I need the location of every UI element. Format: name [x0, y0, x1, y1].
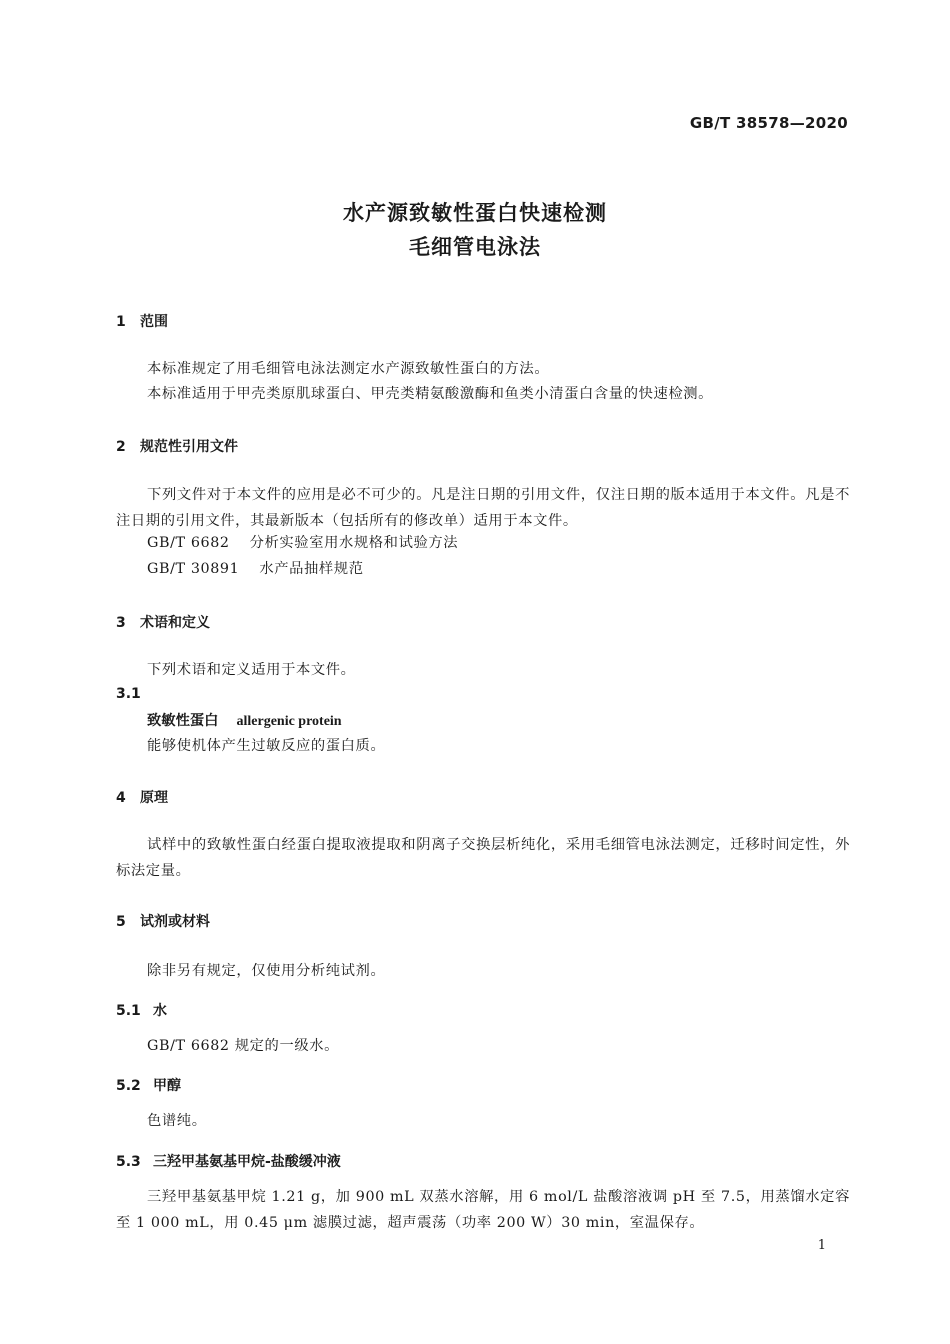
subsection-number: 5.1	[116, 1003, 141, 1019]
subsection-5-1-heading	[116, 1000, 167, 1020]
section-title: 规范性引用文件	[140, 439, 238, 455]
subsection-title: 甲醇	[153, 1078, 181, 1094]
reference-title: 分析实验室用水规格和试验方法	[249, 535, 459, 551]
subsection-5-2-text: 色谱纯。	[147, 1113, 207, 1129]
section-title: 范围	[140, 314, 168, 330]
section-number: 4	[116, 790, 126, 806]
normative-reference-2	[147, 558, 364, 578]
section-number: 1	[116, 314, 126, 330]
section-1-paragraph-1: 本标准规定了用毛细管电泳法测定水产源致敏性蛋白的方法。	[147, 361, 550, 377]
reference-code: GB/T 30891	[147, 561, 240, 577]
section-2-heading	[116, 436, 238, 456]
subsection-title: 三羟甲基氨基甲烷-盐酸缓冲液	[153, 1154, 341, 1170]
section-number: 2	[116, 439, 126, 455]
normative-reference-1	[147, 532, 458, 552]
document-title-line1: 水产源致敏性蛋白快速检测	[343, 201, 607, 225]
term-chinese: 致敏性蛋白	[147, 713, 219, 729]
page-number: 1	[817, 1238, 826, 1253]
section-title: 原理	[140, 790, 168, 806]
term-entry	[147, 710, 342, 730]
section-3-heading	[116, 612, 210, 632]
reference-code: GB/T 6682	[147, 535, 230, 551]
standard-number: GB/T 38578—2020	[689, 114, 848, 132]
subsection-number: 5.3	[116, 1154, 141, 1170]
subsection-3-1-number: 3.1	[116, 686, 141, 702]
section-3-paragraph-1: 下列术语和定义适用于本文件。	[147, 662, 356, 678]
section-1-heading	[116, 311, 168, 331]
reference-title: 水产品抽样规范	[259, 561, 364, 577]
section-1-paragraph-2: 本标准适用于甲壳类原肌球蛋白、甲壳类精氨酸激酶和鱼类小清蛋白含量的快速检测。	[147, 386, 714, 402]
section-4-heading	[116, 787, 168, 807]
document-title-line2: 毛细管电泳法	[409, 235, 541, 259]
section-5-heading	[116, 911, 210, 931]
subsection-5-3-heading	[116, 1151, 341, 1171]
subsection-number: 5.2	[116, 1078, 141, 1094]
term-english: allergenic protein	[236, 714, 342, 729]
section-number: 5	[116, 914, 126, 930]
subsection-5-1-text: GB/T 6682 规定的一级水。	[147, 1038, 340, 1054]
section-4-paragraph-1: 试样中的致敏性蛋白经蛋白提取液提取和阴离子交换层析纯化，采用毛细管电泳法测定，迁移时间定性，外标法定量。	[116, 837, 850, 879]
term-definition: 能够使机体产生过敏反应的蛋白质。	[147, 738, 386, 754]
subsection-5-3-text: 三羟甲基氨基甲烷 1.21 g，加 900 mL 双蒸水溶解，用 6 mol/L 盐酸溶液调 pH 至 7.5，用蒸馏水定容至 1 000 mL，用 0.45 μm 滤膜过滤，超声震荡（功率 200 W）30 min，室温保存。	[116, 1189, 850, 1231]
subsection-5-2-heading	[116, 1075, 181, 1095]
section-title: 术语和定义	[140, 615, 210, 631]
section-title: 试剂或材料	[140, 914, 210, 930]
section-number: 3	[116, 615, 126, 631]
section-2-paragraph-1: 下列文件对于本文件的应用是必不可少的。凡是注日期的引用文件，仅注日期的版本适用于本文件。凡是不注日期的引用文件，其最新版本（包括所有的修改单）适用于本文件。	[116, 487, 850, 529]
subsection-title: 水	[153, 1003, 167, 1019]
section-5-paragraph-1: 除非另有规定，仅使用分析纯试剂。	[147, 963, 386, 979]
